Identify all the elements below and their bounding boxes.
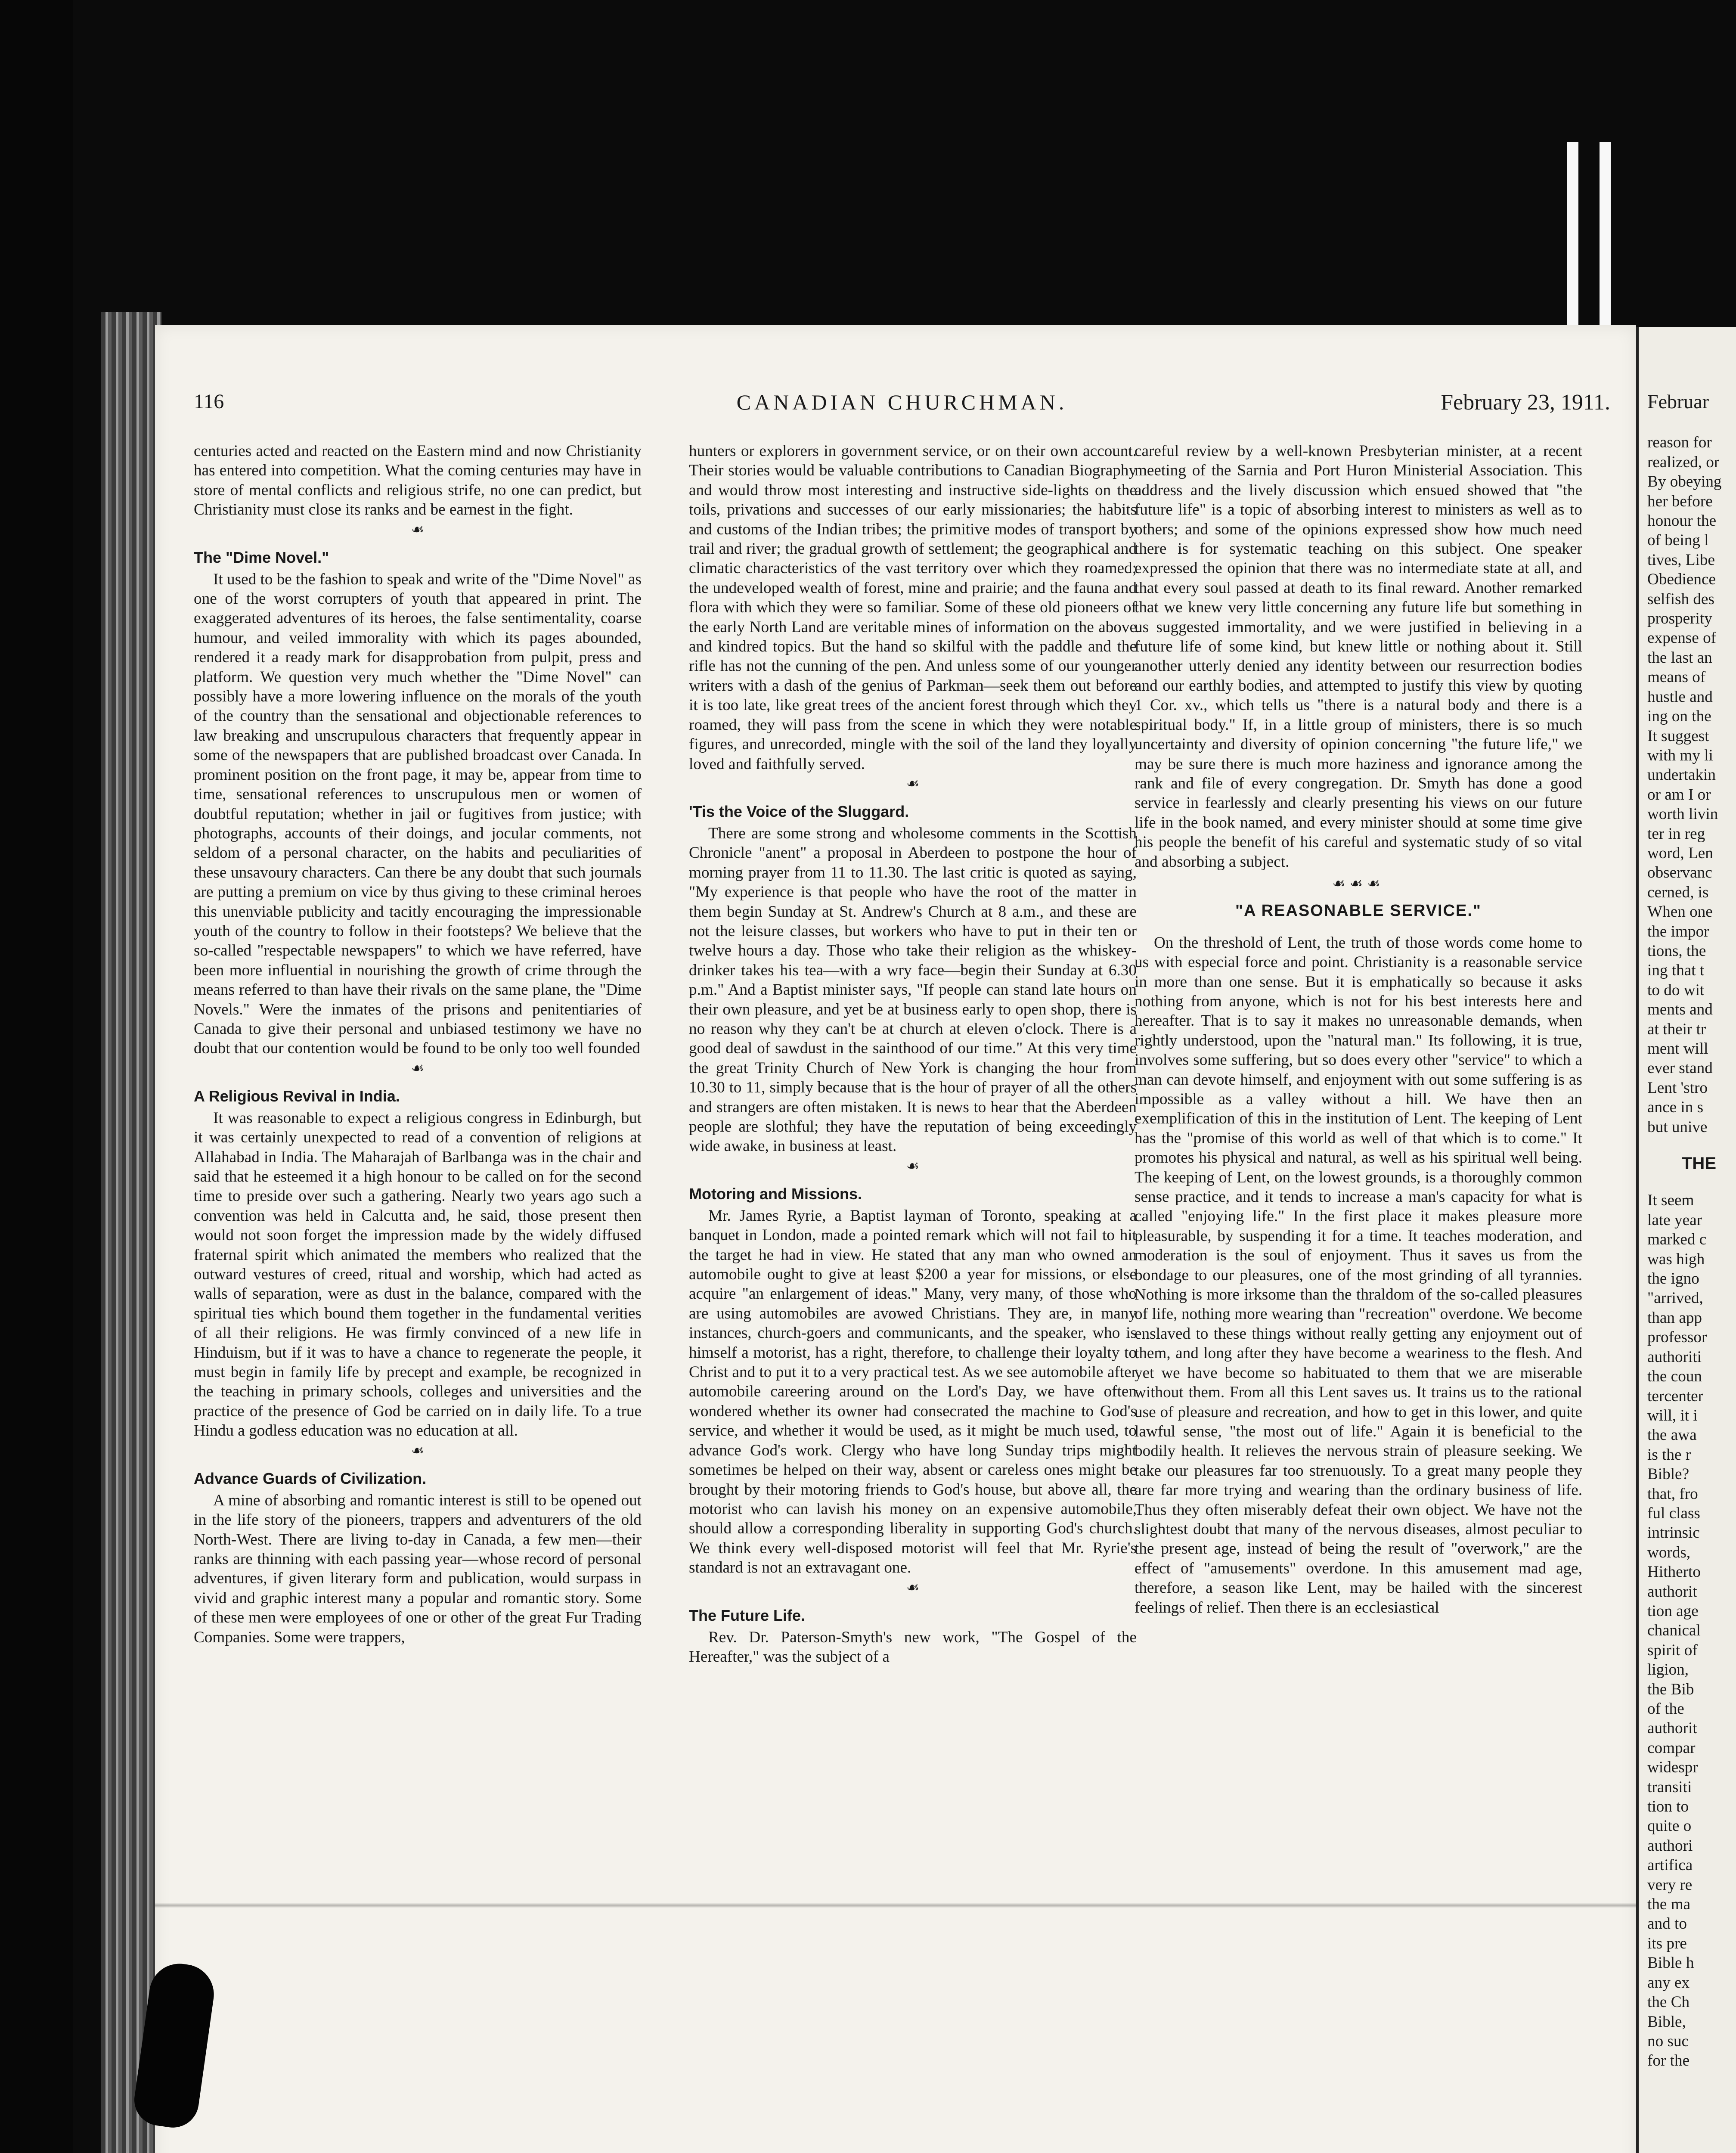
page-fold [155, 1903, 1636, 1908]
next-page-header: Februar [1647, 391, 1709, 413]
ornament-icon: ☙ [906, 1158, 920, 1174]
next-page-line: than app [1647, 1309, 1702, 1327]
next-page-line: will, it i [1647, 1406, 1698, 1424]
next-page-line: was high [1647, 1250, 1705, 1268]
ornament-icon: ☙ [411, 1060, 425, 1076]
next-page-line: ment will [1647, 1040, 1708, 1058]
next-page-line: ful class [1647, 1504, 1700, 1522]
paragraph: There are some strong and wholesome comments in the Scottish Chronicle "anent" a proposal in Aberdeen to postpone the hour of morning prayer from 11 to 11.30. The last critic is quoted as saying, "My experience is that people who have the root of the matter in them begin Sunday at St. Andrew's Church at 8 a.m., and these are not the leisure classes, but workers who have to put in their ten or twelve hours a day. Those who take their religion as the whiskey-drinker takes his tea—with a wry face—begin their Sunday at 6.30 p.m." And a Baptist minister says, "If people can stand late hours on their own pleasure, and yet be at business early to open shop, there is no reason why they can't be at church at eleven o'clock. There is a good deal of sawdust in the sainthood of our time." At this very time the great Trinity Church of New York is changing the hour from 10.30 to 11, simply because that is the hour of prayer of all the others and strangers are often mistaken. It is news to hear that the Aberdeen people are slothful; they have the reputation of being exceedingly wide awake, in business at least. [689, 824, 1137, 1155]
paragraph: It used to be the fashion to speak and write of the "Dime Novel" as one of the worst corrupters of youth that appeared in print. The exaggerated adventures of its heroes, the false sentimentality, coarse humour, and veiled immorality with which its pages abounded, rendered it a ready mark for disapprobation from pulpit, press and platform. We question very much whether the "Dime Novel" can possibly have a more lowering influence on the morals of the youth of the country than the sensational and objectionable references to law breaking and unscrupulous characters that frequently appear in some of the newspapers that are published broadcast over Canada. In prominent position on the front page, it may be, appear from time to time, sensational references to unscrupulous men or women of doubtful reputation; whether in jail or fugitives from justice; with photographs, accounts of their doings, and jocular comments, not seldom of a personal character, on the habits and peculiarities of these unsavoury characters. Can there be any doubt that such journals are putting a premium on vice by thus giving to these criminal heroes this unenviable publicity and tacitly encouraging the impressionable youth of the country to follow in their footsteps? We believe that the so-called "respectable newspapers" to which we have referred, have been more influential in nourishing the growth of crime through the means referred to than have their rivals on the same plane, the "Dime Novels." Were the inmates of the prisons and penitentiaries of Canada to give their personal and unbiased testimony we have no doubt that our contention would be found to be only too well founded [194, 570, 642, 1058]
ornament-icon: ☙ [906, 1579, 920, 1596]
next-page-line: When one [1647, 903, 1713, 921]
next-page-line: but unive [1647, 1118, 1708, 1136]
next-page-line: its pre [1647, 1934, 1687, 1952]
next-page-line: any ex [1647, 1973, 1690, 1992]
paragraph: It was reasonable to expect a religious congress in Edinburgh, but it was certainly unexpected to read of a convention of religions at Allahabad in India. The Maharajah of Barlbanga was in the chair and said that he esteemed it a high honour to be called on for the second time to preside over such a gathering. Nearly two years ago such a convention was held in Calcutta and, he said, those present then would not soon forget the impression made by the widely diffused fraternal spirit which animated the members who realized that the outward vestures of creed, ritual and worship, which had acted as walls of separation, were as dust in the balance, compared with the spiritual ties which bound them together in the fundamental verities of all their religions. He was firmly convinced of a new life in Hinduism, but if it was to have a chance to regenerate the people, it must begin in family life by precept and example, be recognized in the teaching in primary schools, colleges and universities and the practice of the presence of God be carried on in daily life. To a true Hindu a godless education was no education at all. [194, 1109, 642, 1440]
next-page-line: ing on the [1647, 707, 1711, 726]
next-page-line: authorit [1647, 1719, 1697, 1737]
next-page-line: Bible? [1647, 1465, 1690, 1483]
section-heading: Advance Guards of Civilization. [194, 1469, 427, 1487]
column-1 [194, 441, 642, 1647]
next-page-line: the awa [1647, 1426, 1697, 1444]
page-header [194, 390, 1610, 424]
next-page-line: tions, the [1647, 942, 1706, 960]
next-page-line: tion age [1647, 1602, 1699, 1620]
next-page-line: spirit of [1647, 1641, 1698, 1659]
next-page-line: or am I or [1647, 785, 1711, 803]
next-page-column [1647, 327, 1736, 2071]
scan-background [0, 0, 73, 2153]
next-page-line: ments and [1647, 1001, 1713, 1019]
next-page-line: ever stand [1647, 1059, 1713, 1077]
section-heading: 'Tis the Voice of the Sluggard. [689, 802, 909, 820]
next-page-line: expense of [1647, 629, 1717, 647]
next-page-line: worth livin [1647, 805, 1718, 823]
next-page-line: ing that t [1647, 962, 1705, 980]
column-2 [689, 441, 1137, 1666]
next-page-line: cerned, is [1647, 883, 1709, 901]
next-page-line: the coun [1647, 1368, 1702, 1386]
next-page-line: authoriti [1647, 1348, 1702, 1366]
next-page-line: undertakin [1647, 766, 1716, 784]
next-page-line: Hitherto [1647, 1563, 1701, 1581]
next-page-line: reason for [1647, 434, 1712, 452]
next-page-line: compar [1647, 1739, 1696, 1757]
next-page-line: very re [1647, 1876, 1693, 1894]
ornament-icon: ☙☙☙ [1332, 875, 1385, 892]
next-page-line: quite o [1647, 1817, 1692, 1835]
section-heading: Motoring and Missions. [689, 1185, 862, 1203]
next-page-line: By obeying [1647, 473, 1722, 491]
paragraph: centuries acted and reacted on the Eastern mind and now Christianity has entered into competition. What the coming centuries may have in store of mental conflicts and religious strife, no one can predict, but Christianity must close its ranks and be earnest in the fight. [194, 442, 642, 519]
next-page-line: authori [1647, 1837, 1693, 1855]
next-page-line: and to [1647, 1915, 1687, 1933]
next-page-line: the impor [1647, 922, 1709, 940]
next-page-subhead: THE [1682, 1154, 1716, 1173]
section-heading: The Future Life. [689, 1606, 805, 1624]
next-page-line: realized, or [1647, 453, 1720, 471]
section-heading: A Religious Revival in India. [194, 1087, 400, 1105]
paragraph: A mine of absorbing and romantic interest is still to be opened out in the life story of the pioneers, trappers and adventurers of the old North-West. There are living to-day in Canada, a few men—their ranks are thinning with each passing year—whose record of personal adventures, if given literary form and publication, would surpass in vivid and graphic interest many a popular and romantic story. Some of these men were employees of one or other of the great Fur Trading Companies. Some were trappers, [194, 1491, 642, 1646]
next-page-line: with my li [1647, 746, 1713, 764]
next-page-line: authorit [1647, 1582, 1697, 1601]
newspaper-page [155, 325, 1636, 2153]
next-page-line: chanical [1647, 1622, 1701, 1640]
next-page-line: honour the [1647, 512, 1717, 530]
editorial-heading: "A REASONABLE SERVICE." [1235, 902, 1482, 920]
next-page-line: It suggest [1647, 727, 1709, 745]
next-page-line: her before [1647, 492, 1713, 510]
next-page-line: observanc [1647, 864, 1712, 882]
next-page-line: marked c [1647, 1231, 1707, 1249]
next-page-line: the Ch [1647, 1993, 1690, 2011]
next-page-line: of the [1647, 1700, 1684, 1718]
next-page-line: ligion, [1647, 1661, 1689, 1679]
section-heading: The "Dime Novel." [194, 548, 329, 566]
next-page-line: tives, Libe [1647, 551, 1715, 569]
next-page-line: that, fro [1647, 1485, 1698, 1503]
next-page-line: transiti [1647, 1778, 1692, 1796]
next-page-line: is the r [1647, 1446, 1691, 1464]
next-page-line: Bible h [1647, 1954, 1694, 1972]
next-page-line: words, [1647, 1543, 1691, 1561]
next-page-edge [1636, 327, 1736, 2153]
masthead: CANADIAN CHURCHMAN. [736, 390, 1068, 414]
paragraph: On the threshold of Lent, the truth of those words come home to us with especial force and point. Christianity is a reasonable service in more than one sense. But it is emphatically so because it asks nothing from anyone, which is not for his best interests here and hereafter. That is to say it makes no unreasonable demands, when rightly understood, upon the "natural man." Its following, it is true, involves some suffering, but so does every other "service" to which a man can devote himself, and enjoyment with out some suffering is as impossible as a valley without a hill. We have then an exemplification of this in the institution of Lent. The keeping of Lent has the "promise of this world as well of that which is to come." It promotes his physical and natural, as well as his spiritual well being. The keeping of Lent, on the lowest grounds, is a thoroughly common sense practice, and it tends to increase a man's capacity for what is called "enjoying life." In the first place it makes pleasure more pleasurable, by suspending it for a time. It teaches moderation, and moderation is the soul of enjoyment. Thus it saves us from the bondage to our pleasures, one of the most grinding of all tyrannies. Nothing is more irksome than the thraldom of the so-called pleasures of life, nothing more wearing than "recreation" overdone. We become enslaved to these things without really getting any enjoyment out of them, and long after they have become a weariness to the flesh. And yet we have become so habituated to them that we are miserable without them. From all this Lent saves us. It trains us to the rational use of pleasure and recreation, and how to get in this lower, and quite lawful sense, "the most out of life." Again it is beneficial to the bodily health. It relieves the nervous strain of pleasure seeking. We take our pleasures far too strenuously. To a great many people they are far more trying and wearing than the ordinary business of life. Thus they often miserably defeat their own object. We have not the slightest doubt that many of the nervous diseases, almost peculiar to the present age, instead of being the result of "overwork," are the effect of "amusements" overdone. In this amusement mad age, therefore, a season like Lent, may be hailed with the sincerest feelings of relief. Then there is an ecclesiastical [1135, 934, 1582, 1616]
next-page-line: intrinsic [1647, 1524, 1700, 1542]
next-page-line: widespr [1647, 1759, 1698, 1777]
next-page-line: means of [1647, 668, 1706, 686]
next-page-line: the last an [1647, 648, 1712, 667]
next-page-line: at their tr [1647, 1020, 1706, 1038]
next-page-line: professor [1647, 1328, 1707, 1346]
next-page-lines [1647, 433, 1736, 1137]
paragraph: careful review by a well-known Presbyterian minister, at a recent meeting of the Sarnia and Port Huron Ministerial Association. This address and the lively discussion which ensued showed that "the future life" is a topic of absorbing interest to ministers as well as to others; and some of the opinions expressed show how much need there is for systematic teaching on this subject. One speaker expressed the opinion that there was no intermediate state at all, and that every soul passed at death to its final reward. Another remarked that we knew very little concerning any future life but something in us suggested immortality, and we were justified in believing in a future life of some kind, but knew little or nothing about it. Still another utterly denied any identity between our resurrection bodies and our earthly bodies, and attempted to justify this view by quoting 1 Cor. xv., which tells us "there is a natural body and there is a spiritual body." If, in a little group of ministers, there is so much uncertainty and diversity of opinion concerning "the future life," we may be sure there is much more haziness and ignorance among the rank and file of every congregation. Dr. Smyth has done a good service in fearlessly and clearly presenting his views on our future life in the book named, and every minister should at some time give his people the benefit of his careful and systematic study of so vital and absorbing a subject. [1135, 442, 1582, 871]
next-page-line: tercenter [1647, 1387, 1704, 1405]
paragraph: Rev. Dr. Paterson-Smyth's new work, "The Gospel of the Hereafter," was the subject of a [689, 1628, 1137, 1666]
next-page-line: the igno [1647, 1270, 1699, 1288]
column-3 [1135, 441, 1582, 1617]
next-page-line: no suc [1647, 2032, 1689, 2050]
issue-date: February 23, 1911. [1441, 390, 1610, 415]
next-page-line: to do wit [1647, 981, 1705, 999]
ornament-icon: ☙ [411, 1443, 425, 1459]
next-page-line: Lent 'stro [1647, 1079, 1708, 1097]
ornament-icon: ☙ [411, 521, 425, 538]
next-page-line: prosperity [1647, 610, 1712, 628]
next-page-line: the Bib [1647, 1680, 1694, 1698]
next-page-line: artifica [1647, 1856, 1693, 1874]
next-page-line: for the [1647, 2052, 1690, 2070]
next-page-line: selfish des [1647, 590, 1714, 608]
next-page-line: Bible, [1647, 2013, 1686, 2031]
ornament-icon: ☙ [906, 776, 920, 792]
next-page-line: late year [1647, 1211, 1702, 1229]
next-page-line: hustle and [1647, 688, 1713, 706]
next-page-line: Obedience [1647, 571, 1716, 589]
next-page-line: ter in reg [1647, 825, 1705, 843]
next-page-line: "arrived, [1647, 1289, 1703, 1307]
paragraph: hunters or explorers in government service, or on their own account. Their stories would be valuable contributions to Canadian Biography and would throw most interesting and instructive side-lights on the toils, privations and successes of our early missionaries; the habits and customs of the Indian tribes; the primitive modes of transport by trail and river; the gradual growth of settlement; the geographical and climatic characteristics of the vast territory over which they roamed; the undeveloped wealth of forest, mine and prairie; and the fauna and flora with which they were so familiar. Some of these old pioneers of the early North Land are veritable mines of information on the above and kindred topics. But the hand so skilful with the paddle and the rifle has not the cunning of the pen. And unless some of our younger writers with a dash of the genius of Parkman—seek them out before it is too late, like great trees of the ancient forest through which they roamed, they will pass from the scene in which they were notable figures, and unrecorded, mingle with the soil of the land they loyally loved and faithfully served. [689, 442, 1137, 773]
next-page-line: ance in s [1647, 1098, 1704, 1117]
next-page-line: word, Len [1647, 844, 1713, 862]
page-edges [101, 312, 161, 2153]
page-number: 116 [194, 390, 224, 413]
paragraph: Mr. James Ryrie, a Baptist layman of Toronto, speaking at a banquet in London, made a pointed remark which will not fail to hit the target he had in view. He stated that any man who owned an automobile ought to give at least $200 a year for missions, or else acquire "an enlargement of ideas." Many, very many, of those who are using automobiles are avowed Christians. They are, in many instances, church-goers and communicants, and the speaker, who is himself a motorist, has a right, therefore, to challenge their loyalty to Christ and to put it to a very practical test. As we see automobile after automobile careering around on the Lord's Day, we have often wondered whether its owner had consecrated the machine to God's service, and whether it would be used, as it might be much used, to advance God's work. Clergy who have long Sunday trips might sometimes be helped on their way, absent or careless ones might be brought by their motoring friends to God's house, but above all, the motorist who can lavish his money on an expensive automobile, should allow a corresponding liberality in supporting God's church. We think every well-disposed motorist will feel that Mr. Ryrie's standard is not an extravagant one. [689, 1207, 1137, 1577]
next-page-line: It seem [1647, 1191, 1694, 1210]
next-page-line: of being l [1647, 531, 1709, 549]
next-page-lines [1647, 1191, 1736, 2070]
next-page-line: tion to [1647, 1798, 1689, 1816]
next-page-line: the ma [1647, 1896, 1691, 1914]
